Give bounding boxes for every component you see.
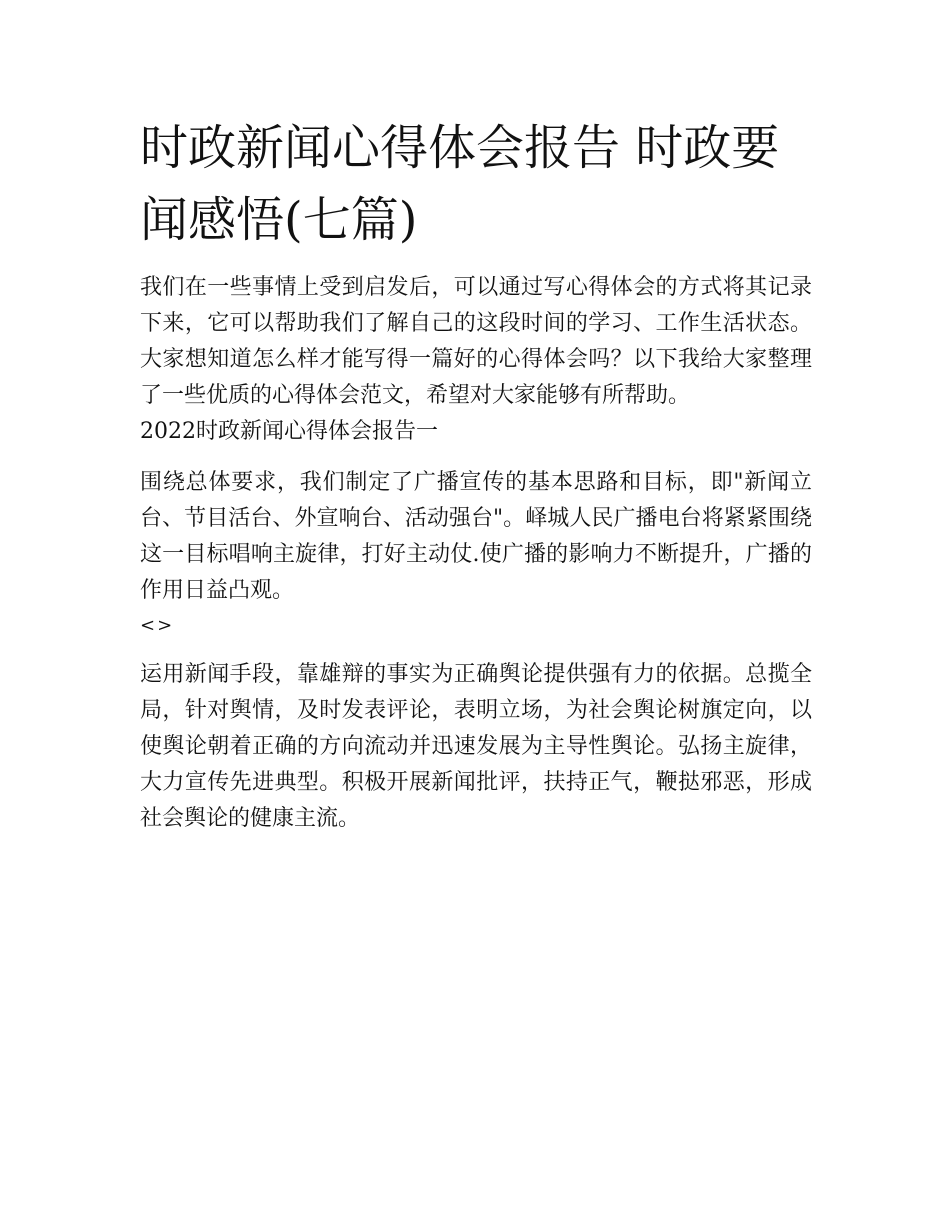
body-paragraph-2: 运用新闻手段，靠雄辩的事实为正确舆论提供强有力的依据。总揽全局，针对舆情，及时发表评论，表明立场，为社会舆论树旗定向，以使舆论朝着正确的方向流动并迅速发展为主导性舆论。弘扬主旋律，大力宣传先进典型。积极开展新闻批评，扶持正气，鞭挞邪恶，形成社会舆论的健康主流。 — [140, 662, 812, 831]
section-marker: <> — [140, 615, 175, 636]
section-heading: 2022时政新闻心得体会报告一 — [140, 419, 438, 444]
document-title: 时政新闻心得体会报告 时政要闻感悟(七篇) — [140, 120, 780, 248]
body-paragraph-1: 围绕总体要求，我们制定了广播宣传的基本思路和目标，即"新闻立台、节目活台、外宣响台、活动强台"。峄城人民广播电台将紧紧围绕这一目标唱响主旋律，打好主动仗.使广播的影响力不断提升，广播的作用日益凸观。 — [140, 470, 812, 603]
intro-paragraph: 我们在一些事情上受到启发后，可以通过写心得体会的方式将其记录下来，它可以帮助我们了解自己的这段时间的学习、工作生活状态。大家想知道怎么样才能写得一篇好的心得体会吗？以下我给大家整理了一些优质的心得体会范文，希望对大家能够有所帮助。 — [140, 275, 812, 408]
document-page — [140, 112, 812, 837]
